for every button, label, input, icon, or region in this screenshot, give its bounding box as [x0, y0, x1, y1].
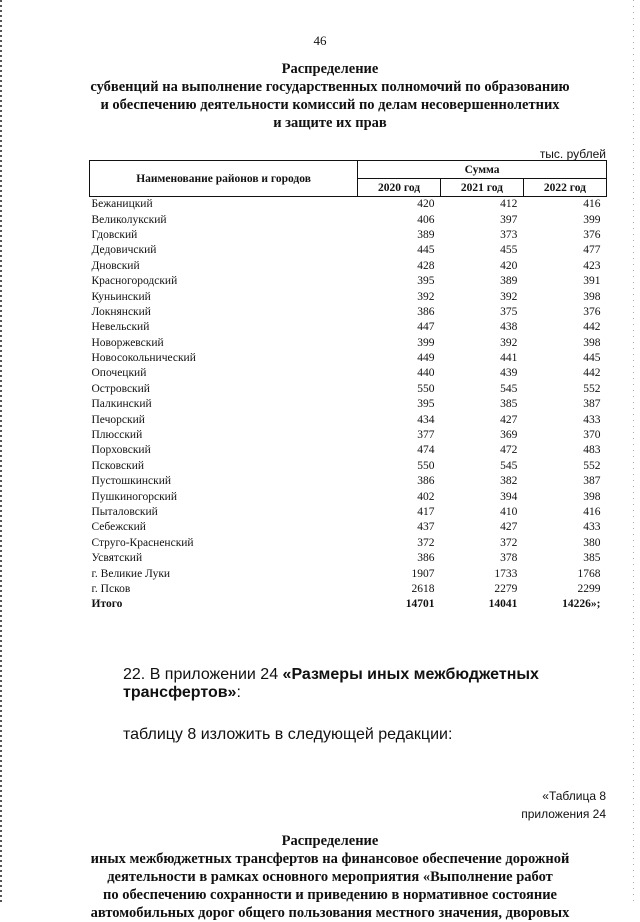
district-name-cell: Плюсский	[91, 429, 143, 442]
value-2020-cell: 402	[417, 490, 435, 503]
annex-line-2: приложения 24	[521, 807, 606, 821]
value-2022-cell: 416	[583, 198, 601, 211]
district-name-cell: Локнянский	[91, 305, 151, 318]
second-title-line-2: иных межбюджетных трансфертов на финансовое обеспечение дорожной	[90, 851, 570, 867]
value-2021-cell: 412	[500, 198, 518, 211]
value-2022-cell: 387	[583, 475, 601, 488]
value-2021-cell: 394	[500, 490, 518, 503]
second-title-line-5: автомобильных дорог общего пользования местного значения, дворовых	[90, 905, 570, 921]
district-name-cell: Красногородский	[91, 275, 178, 288]
value-2022-cell: 385	[583, 552, 601, 565]
table-row	[90, 212, 607, 227]
district-name-cell: Новоржевский	[91, 336, 164, 349]
table-row	[90, 382, 607, 397]
table-row	[90, 536, 607, 551]
value-2020-cell: 474	[417, 444, 435, 457]
value-2021-cell: 382	[500, 475, 518, 488]
table-row	[90, 305, 607, 320]
scan-edge-left	[0, 0, 2, 905]
title-line-4: и защите их прав	[273, 115, 387, 131]
district-name-cell: Дновский	[91, 259, 140, 272]
table-body	[90, 197, 607, 613]
value-2020-cell: 386	[417, 552, 435, 565]
value-2020-cell: 377	[417, 429, 435, 442]
page-number: 46	[313, 33, 327, 48]
district-name-cell: Пушкиногорский	[91, 490, 177, 503]
table-row	[90, 505, 607, 520]
value-2022-cell: 483	[583, 444, 601, 457]
value-2020-cell: 445	[417, 244, 435, 257]
value-2020-cell: 447	[417, 321, 435, 334]
value-2021-cell: 439	[500, 367, 518, 380]
value-2021-cell: 545	[500, 459, 518, 472]
annex-line-1: «Таблица 8	[542, 789, 606, 803]
district-name-cell: Пустошкинский	[91, 475, 172, 488]
value-2021-cell: 14041	[488, 598, 518, 611]
district-name-cell: г. Псков	[91, 582, 131, 595]
district-name-cell: Печорский	[91, 413, 145, 426]
value-2021-cell: 441	[500, 352, 518, 365]
value-2021-cell: 438	[500, 321, 518, 334]
table-row	[90, 412, 607, 427]
title-line-2: субвенций на выполнение государственных полномочий по образованию	[90, 79, 570, 95]
header-year-2022: 2022 год	[523, 179, 606, 197]
value-2020-cell: 2618	[411, 582, 435, 595]
district-name-cell: Бежаницкий	[91, 198, 153, 211]
table-row	[90, 336, 607, 351]
table-row	[90, 582, 607, 597]
district-name-cell: Порховский	[91, 444, 151, 457]
distribution-table	[89, 160, 607, 613]
district-name-cell: Великолукский	[91, 213, 167, 226]
value-2022-cell: 376	[583, 305, 601, 318]
value-2021-cell: 389	[500, 275, 518, 288]
value-2020-cell: 440	[417, 367, 435, 380]
header-district-name: Наименование районов и городов	[90, 161, 358, 197]
table-row	[90, 259, 607, 274]
title-line-1: Распределение	[281, 61, 379, 77]
value-2021-cell: 420	[500, 259, 518, 272]
value-2022-cell: 477	[583, 244, 601, 257]
header-year-2020: 2020 год	[358, 179, 441, 197]
value-2020-cell: 392	[417, 290, 435, 303]
district-name-cell: Палкинский	[91, 398, 152, 411]
table-row	[90, 551, 607, 566]
district-name-cell: Пыталовский	[91, 506, 158, 518]
district-name-cell: Новосокольнический	[91, 352, 196, 365]
value-2021-cell: 2279	[494, 582, 518, 595]
value-2020-cell: 395	[417, 275, 435, 288]
table-row	[90, 289, 607, 304]
value-2022-cell: 1768	[577, 567, 601, 580]
document-title	[60, 60, 600, 132]
value-2021-cell: 545	[500, 382, 518, 395]
district-name-cell: Невельский	[91, 321, 150, 334]
table-row	[90, 366, 607, 381]
value-2020-cell: 399	[417, 336, 435, 349]
district-name-cell: Опочецкий	[91, 367, 147, 380]
paragraph-22-suffix: :	[236, 684, 241, 701]
second-title	[60, 832, 600, 922]
value-2021-cell: 392	[500, 336, 518, 349]
value-2022-cell: 442	[583, 367, 601, 380]
district-name-cell: Куньинский	[91, 290, 151, 303]
table-row	[90, 197, 607, 213]
value-2020-cell: 372	[417, 536, 435, 549]
district-name-cell: Островский	[91, 382, 150, 395]
value-2020-cell: 420	[417, 198, 435, 211]
value-2022-cell: 552	[583, 382, 601, 395]
value-2021-cell: 397	[500, 213, 518, 226]
value-2022-cell: 433	[583, 521, 601, 534]
value-2021-cell: 373	[500, 228, 518, 241]
value-2021-cell: 427	[500, 521, 518, 534]
value-2020-cell: 428	[417, 259, 435, 272]
table-row	[90, 428, 607, 443]
header-sum: Сумма	[358, 161, 607, 179]
paragraph-22-prefix: 22. В приложении 24	[123, 666, 283, 683]
paragraph-22	[123, 666, 640, 702]
value-2020-cell: 395	[417, 398, 435, 411]
value-2020-cell: 437	[417, 521, 435, 534]
value-2022-cell: 380	[583, 536, 601, 549]
value-2022-cell: 376	[583, 228, 601, 241]
district-name-cell: Дедовичский	[91, 244, 157, 257]
table-row	[90, 520, 607, 535]
value-2022-cell: 423	[583, 259, 601, 272]
table-row	[90, 228, 607, 243]
district-name-cell: г. Великие Луки	[91, 567, 171, 580]
value-2022-cell: 399	[583, 213, 601, 226]
value-2020-cell: 14701	[405, 598, 435, 611]
value-2020-cell: 1907	[411, 567, 435, 580]
value-2022-cell: 2299	[577, 582, 601, 595]
district-name-cell: Итого	[91, 598, 123, 611]
value-2022-cell: 442	[583, 321, 601, 334]
value-2021-cell: 369	[500, 429, 518, 442]
table-row	[90, 474, 607, 489]
value-2021-cell: 392	[500, 290, 518, 303]
table-row	[90, 397, 607, 412]
value-2021-cell: 455	[500, 244, 518, 257]
value-2022-cell: 398	[583, 336, 601, 349]
value-2021-cell: 375	[500, 305, 518, 318]
scan-edge-right	[633, 0, 634, 905]
value-2021-cell: 385	[500, 398, 518, 411]
table-row	[90, 566, 607, 581]
value-2022-cell: 370	[583, 429, 601, 442]
value-2022-cell: 14226»;	[562, 598, 601, 611]
value-2020-cell: 550	[417, 382, 435, 395]
second-title-line-4: по обеспечению сохранности и приведению в нормативное состояние	[103, 887, 557, 903]
value-2021-cell: 1733	[494, 567, 518, 580]
value-2020-cell: 389	[417, 228, 435, 241]
value-2021-cell: 410	[500, 506, 518, 518]
units-label: тыс. рублей	[539, 147, 606, 161]
table-row	[90, 459, 607, 474]
value-2022-cell: 391	[583, 275, 601, 288]
value-2020-cell: 386	[417, 305, 435, 318]
title-line-3: и обеспечению деятельности комиссий по делам несовершеннолетних	[100, 97, 560, 113]
value-2020-cell: 434	[417, 413, 435, 426]
value-2022-cell: 398	[583, 290, 601, 303]
annex-reference	[521, 787, 606, 823]
paragraph-22-bold: «Размеры иных межбюджетных трансфертов»	[123, 666, 539, 701]
district-name-cell: Псковский	[91, 459, 145, 472]
district-name-cell: Себежский	[91, 521, 146, 534]
value-2022-cell: 398	[583, 490, 601, 503]
value-2022-cell: 552	[583, 459, 601, 472]
table-row	[90, 489, 607, 504]
table-row	[90, 274, 607, 289]
value-2021-cell: 372	[500, 536, 518, 549]
district-name-cell: Гдовский	[91, 228, 138, 241]
table-row	[90, 443, 607, 458]
value-2020-cell: 386	[417, 475, 435, 488]
table-row	[90, 320, 607, 335]
district-name-cell: Усвятский	[91, 552, 143, 565]
table-total-row	[90, 597, 607, 612]
paragraph-table-8: таблицу 8 изложить в следующей редакции:	[123, 726, 453, 743]
value-2020-cell: 417	[417, 506, 435, 518]
value-2020-cell: 449	[417, 352, 435, 365]
second-title-line-1: Распределение	[281, 833, 379, 849]
value-2021-cell: 378	[500, 552, 518, 565]
value-2022-cell: 387	[583, 398, 601, 411]
value-2020-cell: 406	[417, 213, 435, 226]
value-2022-cell: 433	[583, 413, 601, 426]
value-2022-cell: 445	[583, 352, 601, 365]
value-2020-cell: 550	[417, 459, 435, 472]
value-2022-cell: 416	[583, 506, 601, 518]
table-row	[90, 351, 607, 366]
value-2021-cell: 472	[500, 444, 518, 457]
second-title-line-3: деятельности в рамках основного мероприятия «Выполнение работ	[107, 869, 553, 885]
district-name-cell: Струго-Красненский	[91, 536, 194, 549]
header-year-2021: 2021 год	[441, 179, 524, 197]
table-row	[90, 243, 607, 258]
value-2021-cell: 427	[500, 413, 518, 426]
